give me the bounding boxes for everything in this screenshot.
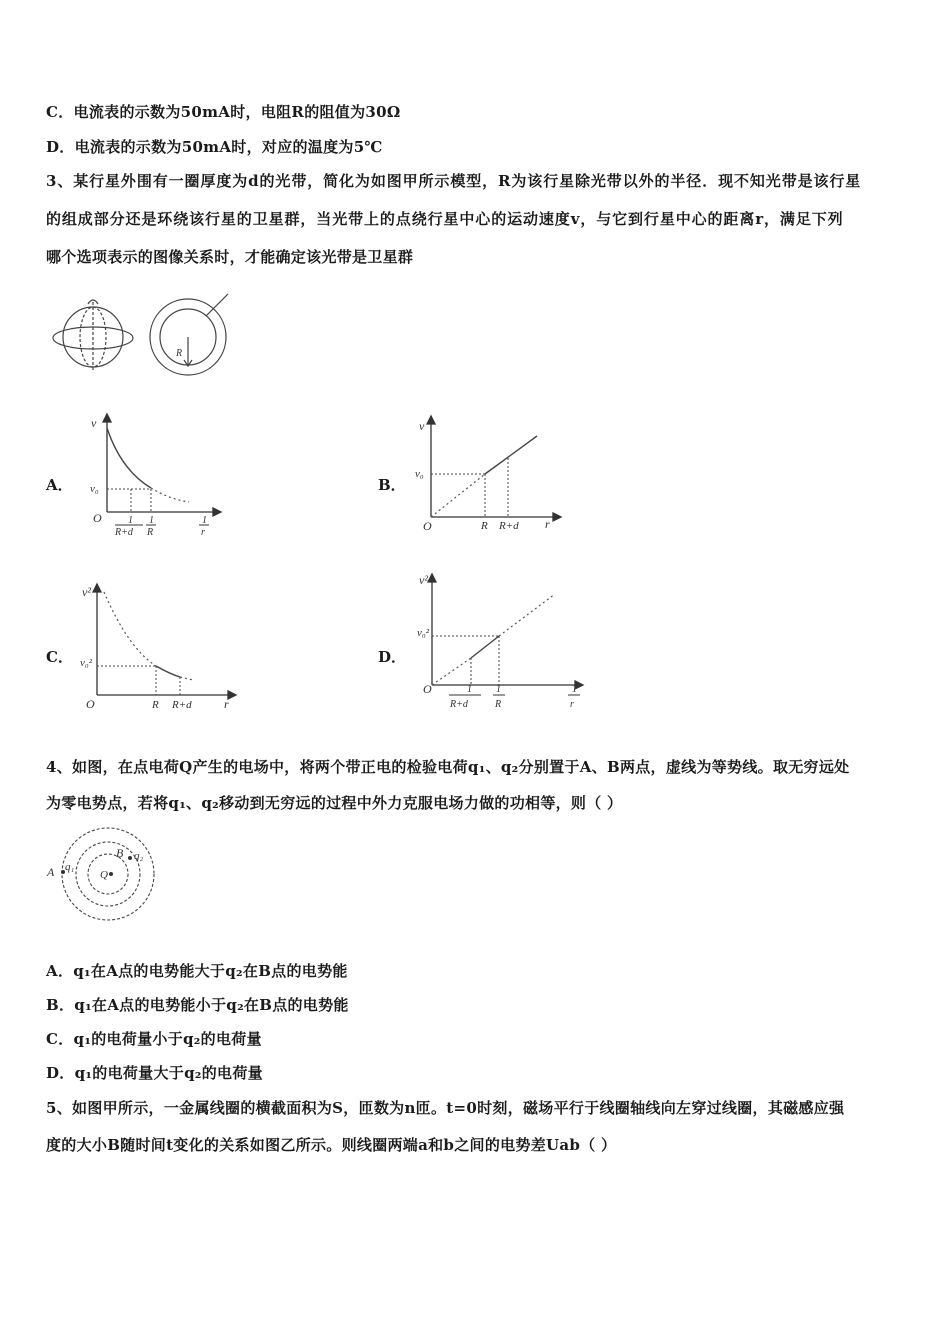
q2-option-c: C．电流表的示数为50mA时，电阻R的阻值为30Ω bbox=[46, 103, 401, 121]
y-axis-label: v² bbox=[82, 585, 91, 599]
x-mark1-label: R bbox=[481, 520, 488, 532]
q3-option-a-label[interactable]: A． bbox=[46, 476, 73, 494]
x-mark2-den: R bbox=[147, 527, 154, 538]
q5-stem-line1: 5、如图甲所示，一金属线圈的横截面积为S，匝数为n匝。t=0时刻，磁场平行于线圈轴线向左穿过线圈，其磁感应强 bbox=[46, 1099, 845, 1117]
point-b-dot bbox=[128, 856, 132, 860]
x-mark1-den: R+d bbox=[115, 527, 133, 538]
q3-option-c-graph bbox=[80, 578, 240, 713]
charge-q1-label: q₁ bbox=[65, 861, 75, 873]
origin-label: O bbox=[93, 511, 102, 525]
y-mark-label: v₀² bbox=[80, 657, 93, 669]
x-mark2-num: 1 bbox=[149, 515, 154, 526]
q4-option-c[interactable]: C．q₁的电荷量小于q₂的电荷量 bbox=[46, 1030, 262, 1048]
x-mark2-label: R+d bbox=[499, 520, 519, 532]
q4-option-d[interactable]: D．q₁的电荷量大于q₂的电荷量 bbox=[46, 1064, 263, 1082]
x-mark2-num: 1 bbox=[496, 684, 501, 695]
origin-label: O bbox=[423, 519, 432, 533]
planet-cross-section bbox=[150, 294, 228, 375]
origin-label: O bbox=[423, 682, 432, 696]
q3-option-b-graph bbox=[415, 410, 565, 535]
q3-option-c-label[interactable]: C． bbox=[46, 648, 73, 666]
charge-q-dot bbox=[109, 872, 113, 876]
q3-option-b-label[interactable]: B． bbox=[378, 476, 406, 494]
y-mark-label: v₀ bbox=[90, 483, 99, 495]
x-axis-num: 1 bbox=[202, 515, 207, 526]
q4-option-a[interactable]: A．q₁在A点的电势能大于q₂在B点的电势能 bbox=[46, 962, 348, 980]
q4-option-b[interactable]: B．q₁在A点的电势能小于q₂在B点的电势能 bbox=[46, 996, 349, 1014]
fig-radius-label: R bbox=[176, 348, 183, 359]
x-mark1-num: 1 bbox=[467, 684, 472, 695]
x-mark1-den: R+d bbox=[450, 699, 468, 710]
x-mark1-num: 1 bbox=[128, 515, 133, 526]
q3-stem-line2: 的组成部分还是环绕该行星的卫星群，当光带上的点绕行星中心的运动速度v，与它到行星中心的距离r，满足下列 bbox=[46, 210, 844, 228]
charge-q2-label: q₂ bbox=[134, 850, 144, 862]
x-axis-label: r bbox=[224, 697, 229, 711]
y-mark-label: v₀² bbox=[417, 627, 430, 639]
y-axis-label: v bbox=[91, 416, 97, 430]
point-a-label: A bbox=[47, 865, 55, 879]
x-mark1-label: R bbox=[152, 699, 159, 711]
planet-sphere bbox=[53, 300, 133, 372]
x-axis-den: r bbox=[201, 527, 205, 538]
q3-stem-line3: 哪个选项表示的图像关系时，才能确定该光带是卫星群 bbox=[46, 248, 414, 266]
q3-option-a-graph bbox=[85, 412, 225, 542]
x-mark2-den: R bbox=[495, 699, 502, 710]
y-axis-label: v² bbox=[419, 573, 428, 587]
charge-q-label: Q bbox=[100, 869, 108, 881]
y-axis-label: v bbox=[419, 419, 425, 433]
point-b-label: B bbox=[116, 846, 124, 860]
x-axis-num: 1 bbox=[572, 684, 577, 695]
q3-option-d-label[interactable]: D． bbox=[378, 648, 407, 666]
x-mark2-label: R+d bbox=[172, 699, 192, 711]
q5-stem-line2: 度的大小B随时间t变化的关系如图乙所示。则线圈两端a和b之间的电势差Uab（ ） bbox=[46, 1136, 617, 1154]
q3-planet-figure bbox=[46, 290, 246, 385]
q4-stem-line2: 为零电势点，若将q₁、q₂移动到无穷远的过程中外力克服电场力做的功相等，则（ ） bbox=[46, 794, 623, 812]
q4-stem-line1: 4、如图，在点电荷Q产生的电场中，将两个带正电的检验电荷q₁、q₂分别置于A、B两点，虚线为等势线。取无穷远处 bbox=[46, 758, 850, 776]
q4-field-figure bbox=[44, 826, 174, 926]
q3-stem-line1: 3、某行星外围有一圈厚度为d的光带，简化为如图甲所示模型，R为该行星除光带以外的半径．现不知光带是该行星 bbox=[46, 172, 862, 190]
origin-label: O bbox=[86, 697, 95, 711]
x-axis-den: r bbox=[570, 699, 574, 710]
y-mark-label: v₀ bbox=[415, 468, 424, 480]
q3-option-d-graph bbox=[415, 568, 590, 716]
q2-option-d: D．电流表的示数为50mA时，对应的温度为5℃ bbox=[46, 138, 383, 156]
x-axis-label: r bbox=[545, 517, 550, 531]
